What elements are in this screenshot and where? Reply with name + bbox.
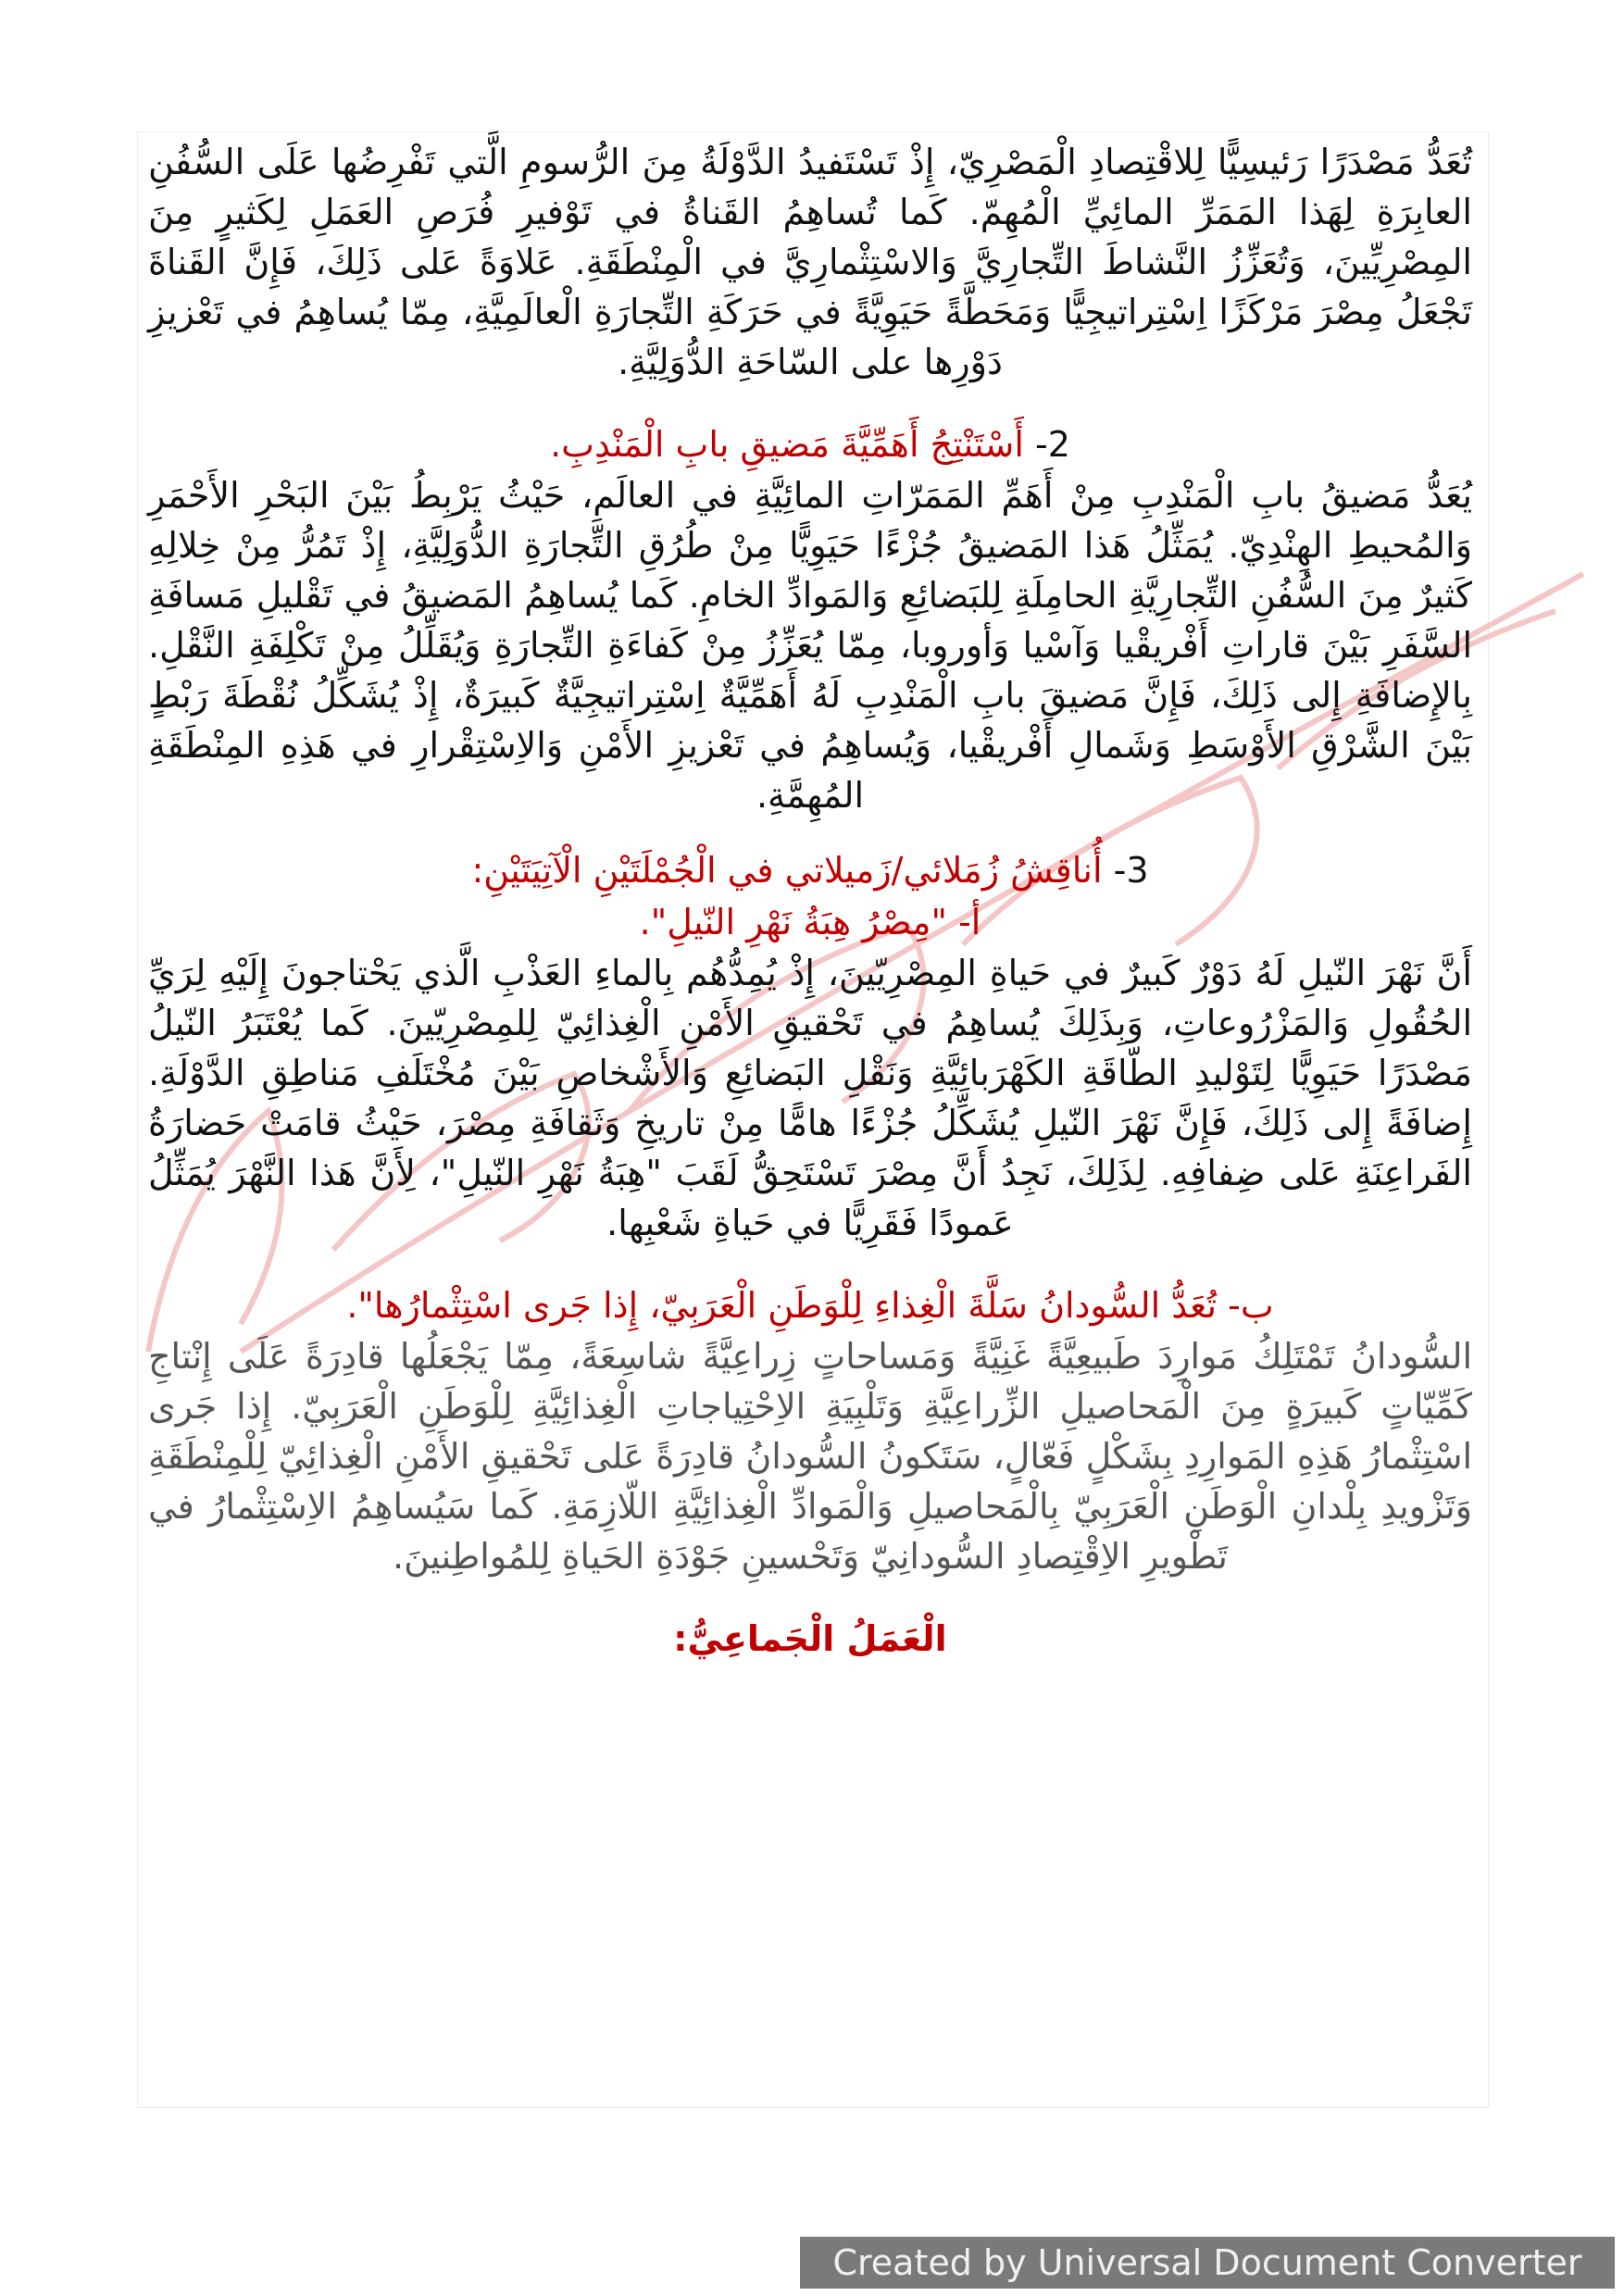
section-3-heading — [148, 844, 1472, 896]
intro-paragraph: تُعَدُّ مَصْدَرًا رَئيسِيًّا لِلاقْتِصادِ الْمَصْرِيّ، إِذْ تَسْتَفيدُ الدَّوْلَةُ مِنَ الرُّسومِ الَّتي تَفْرِضُها عَلَى السُّفُنِ العابِرَةِ لِهَذا المَمَرِّ المائِيِّ الْمُهِمّ. كَما تُساهِمُ القَناةُ في تَوْفيرِ فُرَصِ العَمَلِ لِكَثيرٍ مِنَ المِصْرِيِّينَ، وَتُعَزِّزُ النَّشاطَ التِّجارِيَّ وَالاسْتِثْمارِيَّ في الْمِنْطَقَةِ. عَلاوَةً عَلى ذَلِكَ، فَإِنَّ القَناةَ تَجْعَلُ مِصْرَ مَرْكَزًا اِسْتِراتيجِيًّا وَمَحَطَّةً حَيَوِيَّةً في حَرَكَةِ التِّجارَةِ الْعالَمِيَّةِ، مِمّا يُساهِمُ في تَعْزيزِ دَوْرِها على السّاحَةِ الدُّوَلِيَّةِ. — [148, 142, 1472, 382]
subsection-b-title: ب- تُعَدُّ السُّودانُ سَلَّةَ الْغِذاءِ لِلْوَطَنِ الْعَرَبِيّ، إِذا جَرى اسْتِثْمارُها". — [346, 1285, 1274, 1326]
section-2-heading — [148, 418, 1472, 470]
section-2-title: أَسْتَنْتِجُ أَهَمِّيَّةَ مَضيقِ بابِ الْمَنْدِبِ. — [550, 424, 1024, 465]
section-2-number: 2- — [1035, 424, 1070, 465]
document-body — [148, 137, 1472, 1665]
converter-watermark-banner: Created by Universal Document Converter — [800, 2237, 1615, 2289]
subsection-a-body: أَنَّ نَهْرَ النّيلِ لَهُ دَوْرٌ كَبيرٌ في حَياةِ المِصْرِيّينَ، إِذْ يُمِدُّهُم بِالماءِ العَذْبِ الَّذي يَحْتاجونَ إِلَيْهِ لِرَيِّ الحُقُولِ وَالمَزْرُوعاتِ، وَبِذَلِكَ يُساهِمُ في تَحْقيقِ الأَمْنِ الْغِذائِيّ لِلمِصْرِيّينَ. كَما يُعْتَبَرُ النّيلُ مَصْدَرًا حَيَوِيًّا لِتَوْليدِ الطّاقَةِ الكَهْرَبائِيَّةِ وَنَقْلِ البَضائِعِ وَالأَشْخاصِ بَيْنَ مُخْتَلَفِ مَناطِقِ الدَّوْلَةِ. إِضافَةً إِلى ذَلِكَ، فَإِنَّ نَهْرَ النّيلِ يُشَكِّلُ جُزْءًا هامًّا مِنْ تاريخِ وَثَقافَةِ مِصْرَ، حَيْثُ قامَتْ حَضارَةُ الفَراعِنَةِ عَلى ضِفافِهِ. لِذَلِكَ، نَجِدُ أَنَّ مِصْرَ تَسْتَحِقُّ لَقَبَ "هِبَةُ نَهْرِ النّيلِ"، لِأَنَّ هَذا النَّهْرَ يُمَثِّلُ عَمودًا فَقَرِيًّا في حَياةِ شَعْبِها. — [148, 953, 1472, 1243]
subsection-b-body: السُّودانُ تَمْتَلِكُ مَوارِدَ طَبيعِيَّةً غَنِيَّةً وَمَساحاتٍ زِراعِيَّةً شاسِعَةً، مِمّا يَجْعَلُها قادِرَةً عَلَى إِنْتاجِ كَمِّيّاتٍ كَبيرَةٍ مِنَ الْمَحاصيلِ الزِّراعِيَّةِ وَتَلْبِيَةِ الاِحْتِياجاتِ الْغِذائِيَّةِ لِلْوَطَنِ الْعَرَبِيّ. إِذا جَرى اسْتِثْمارُ هَذِهِ المَوارِدِ بِشَكْلٍ فَعّالٍ، سَتَكونُ السُّودانُ قادِرَةً عَلى تَحْقيقِ الأَمْنِ الْغِذائِيّ لِلْمِنْطَقَةِ وَتَزْويدِ بِلْدانِ الْوَطَنِ الْعَرَبِيّ بِالْمَحاصيلِ وَالْمَوادِّ الْغِذائِيَّةِ اللّازِمَةِ. كَما سَيُساهِمُ الاِسْتِثْمارُ في تَطْويرِ الاِقْتِصادِ السُّودانِيّ وَتَحْسينِ جَوْدَةِ الحَياةِ لِلمُواطِنينَ. — [148, 1336, 1472, 1577]
section-3-number: 3- — [1113, 850, 1149, 891]
subsection-a-title: أ- "مِصْرُ هِبَةُ نَهْرِ النّيلِ". — [639, 902, 981, 942]
section-3-title: أُناقِشُ زُمَلائي/زَميلاتي في الْجُمْلَتَيْنِ الْآتِيَتَيْنِ: — [471, 850, 1103, 891]
section-2-body: يُعَدُّ مَضيقُ بابِ الْمَنْدِبِ مِنْ أَهَمِّ المَمَرّاتِ المائِيَّةِ في العالَمِ، حَيْثُ يَرْبِطُ بَيْنَ البَحْرِ الأَحْمَرِ وَالمُحيطِ الهِنْدِيّ. يُمَثِّلُ هَذا المَضيقُ جُزْءًا حَيَوِيًّا مِنْ طُرُقِ التِّجارَةِ الدُّوَلِيَّةِ، إِذْ تَمُرُّ مِنْ خِلالِهِ كَثيرٌ مِنَ السُّفُنِ التِّجارِيَّةِ الحامِلَةِ لِلبَضائِعِ وَالمَوادِّ الخامِ. كَما يُساهِمُ المَضيقُ في تَقْليلِ مَسافَةِ السَّفَرِ بَيْنَ قاراتِ أَفْريقْيا وَآسْيا وَأوروبا، مِمّا يُعَزِّزُ مِنْ كَفاءَةِ التِّجارَةِ وَيُقَلِّلُ مِنْ تَكْلِفَةِ النَّقْلِ. بِالإِضافَةِ إِلى ذَلِكَ، فَإِنَّ مَضيقَ بابِ الْمَنْدِبِ لَهُ أَهَمِّيَّةٌ اِسْتِراتيجِيَّةٌ كَبيرَةٌ، إِذْ يُشَكِّلُ نُقْطَةَ رَبْطٍ بَيْنَ الشَّرْقِ الأَوْسَطِ وَشَمالِ أَفْريقْيا، وَيُساهِمُ في تَعْزيزِ الأَمْنِ وَالاِسْتِقْرارِ في هَذِهِ المِنْطَقَةِ المُهِمَّةِ. — [148, 475, 1472, 816]
group-work-heading: الْعَمَلُ الْجَماعِيُّ: — [673, 1618, 947, 1659]
